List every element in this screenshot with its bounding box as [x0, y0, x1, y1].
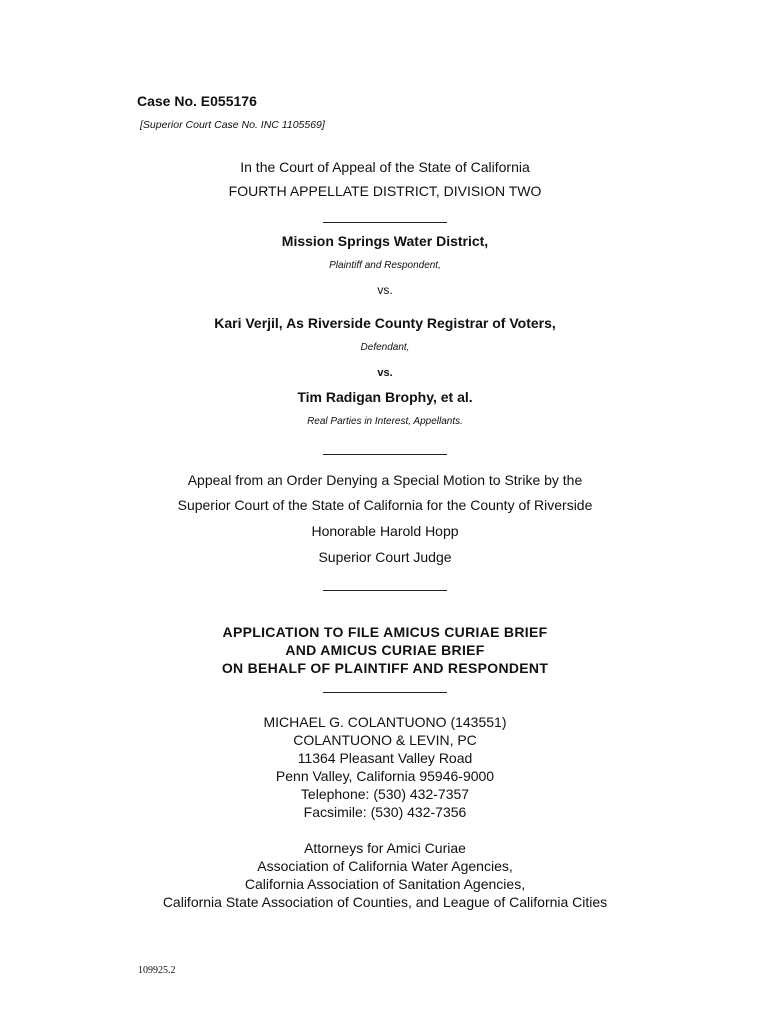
- counsel-address-street: 11364 Pleasant Valley Road: [297, 750, 473, 766]
- brief-title-line-1: APPLICATION TO FILE AMICUS CURIAE BRIEF: [222, 624, 548, 640]
- judge-name: Honorable Harold Hopp: [311, 523, 459, 539]
- brief-title-line-3: ON BEHALF OF PLAINTIFF AND RESPONDENT: [221, 660, 549, 676]
- case-number: Case No. E055176: [137, 93, 257, 109]
- amicus-party-3: California State Association of Counties, and League of California Cities: [162, 894, 608, 910]
- divider-2: [323, 454, 447, 455]
- real-party-name: Tim Radigan Brophy, et al.: [297, 389, 473, 405]
- divider-1: [323, 222, 447, 223]
- plaintiff-name: Mission Springs Water District,: [281, 233, 489, 249]
- counsel-name: MICHAEL G. COLANTUONO (143551): [263, 714, 507, 730]
- versus-2: vs.: [377, 367, 393, 379]
- superior-court-case-number: [Superior Court Case No. INC 1105569]: [140, 119, 325, 131]
- court-name: In the Court of Appeal of the State of California: [240, 159, 530, 175]
- defendant-name: Kari Verjil, As Riverside County Registrar of Voters,: [214, 315, 556, 331]
- plaintiff-role: Plaintiff and Respondent,: [329, 260, 441, 271]
- counsel-address-city: Penn Valley, California 95946-9000: [275, 768, 495, 784]
- brief-title-line-2: AND AMICUS CURIAE BRIEF: [285, 642, 485, 658]
- court-district: FOURTH APPELLATE DISTRICT, DIVISION TWO: [228, 183, 542, 199]
- real-party-role: Real Parties in Interest, Appellants.: [307, 416, 463, 427]
- appeal-line-2: Superior Court of the State of California for the County of Riverside: [177, 497, 593, 513]
- divider-4: [323, 692, 447, 693]
- attorneys-for-label: Attorneys for Amici Curiae: [304, 840, 466, 856]
- counsel-facsimile: Facsimile: (530) 432-7356: [303, 804, 467, 820]
- defendant-role: Defendant,: [360, 342, 410, 353]
- amicus-party-2: California Association of Sanitation Agencies,: [244, 876, 526, 892]
- document-id: 109925.2: [138, 965, 176, 976]
- appeal-line-1: Appeal from an Order Denying a Special Motion to Strike by the: [187, 472, 583, 488]
- versus-1: vs.: [377, 283, 393, 297]
- divider-3: [323, 590, 447, 591]
- judge-title: Superior Court Judge: [318, 549, 452, 565]
- counsel-firm: COLANTUONO & LEVIN, PC: [293, 732, 477, 748]
- amicus-party-1: Association of California Water Agencies,: [257, 858, 513, 874]
- counsel-telephone: Telephone: (530) 432-7357: [300, 786, 470, 802]
